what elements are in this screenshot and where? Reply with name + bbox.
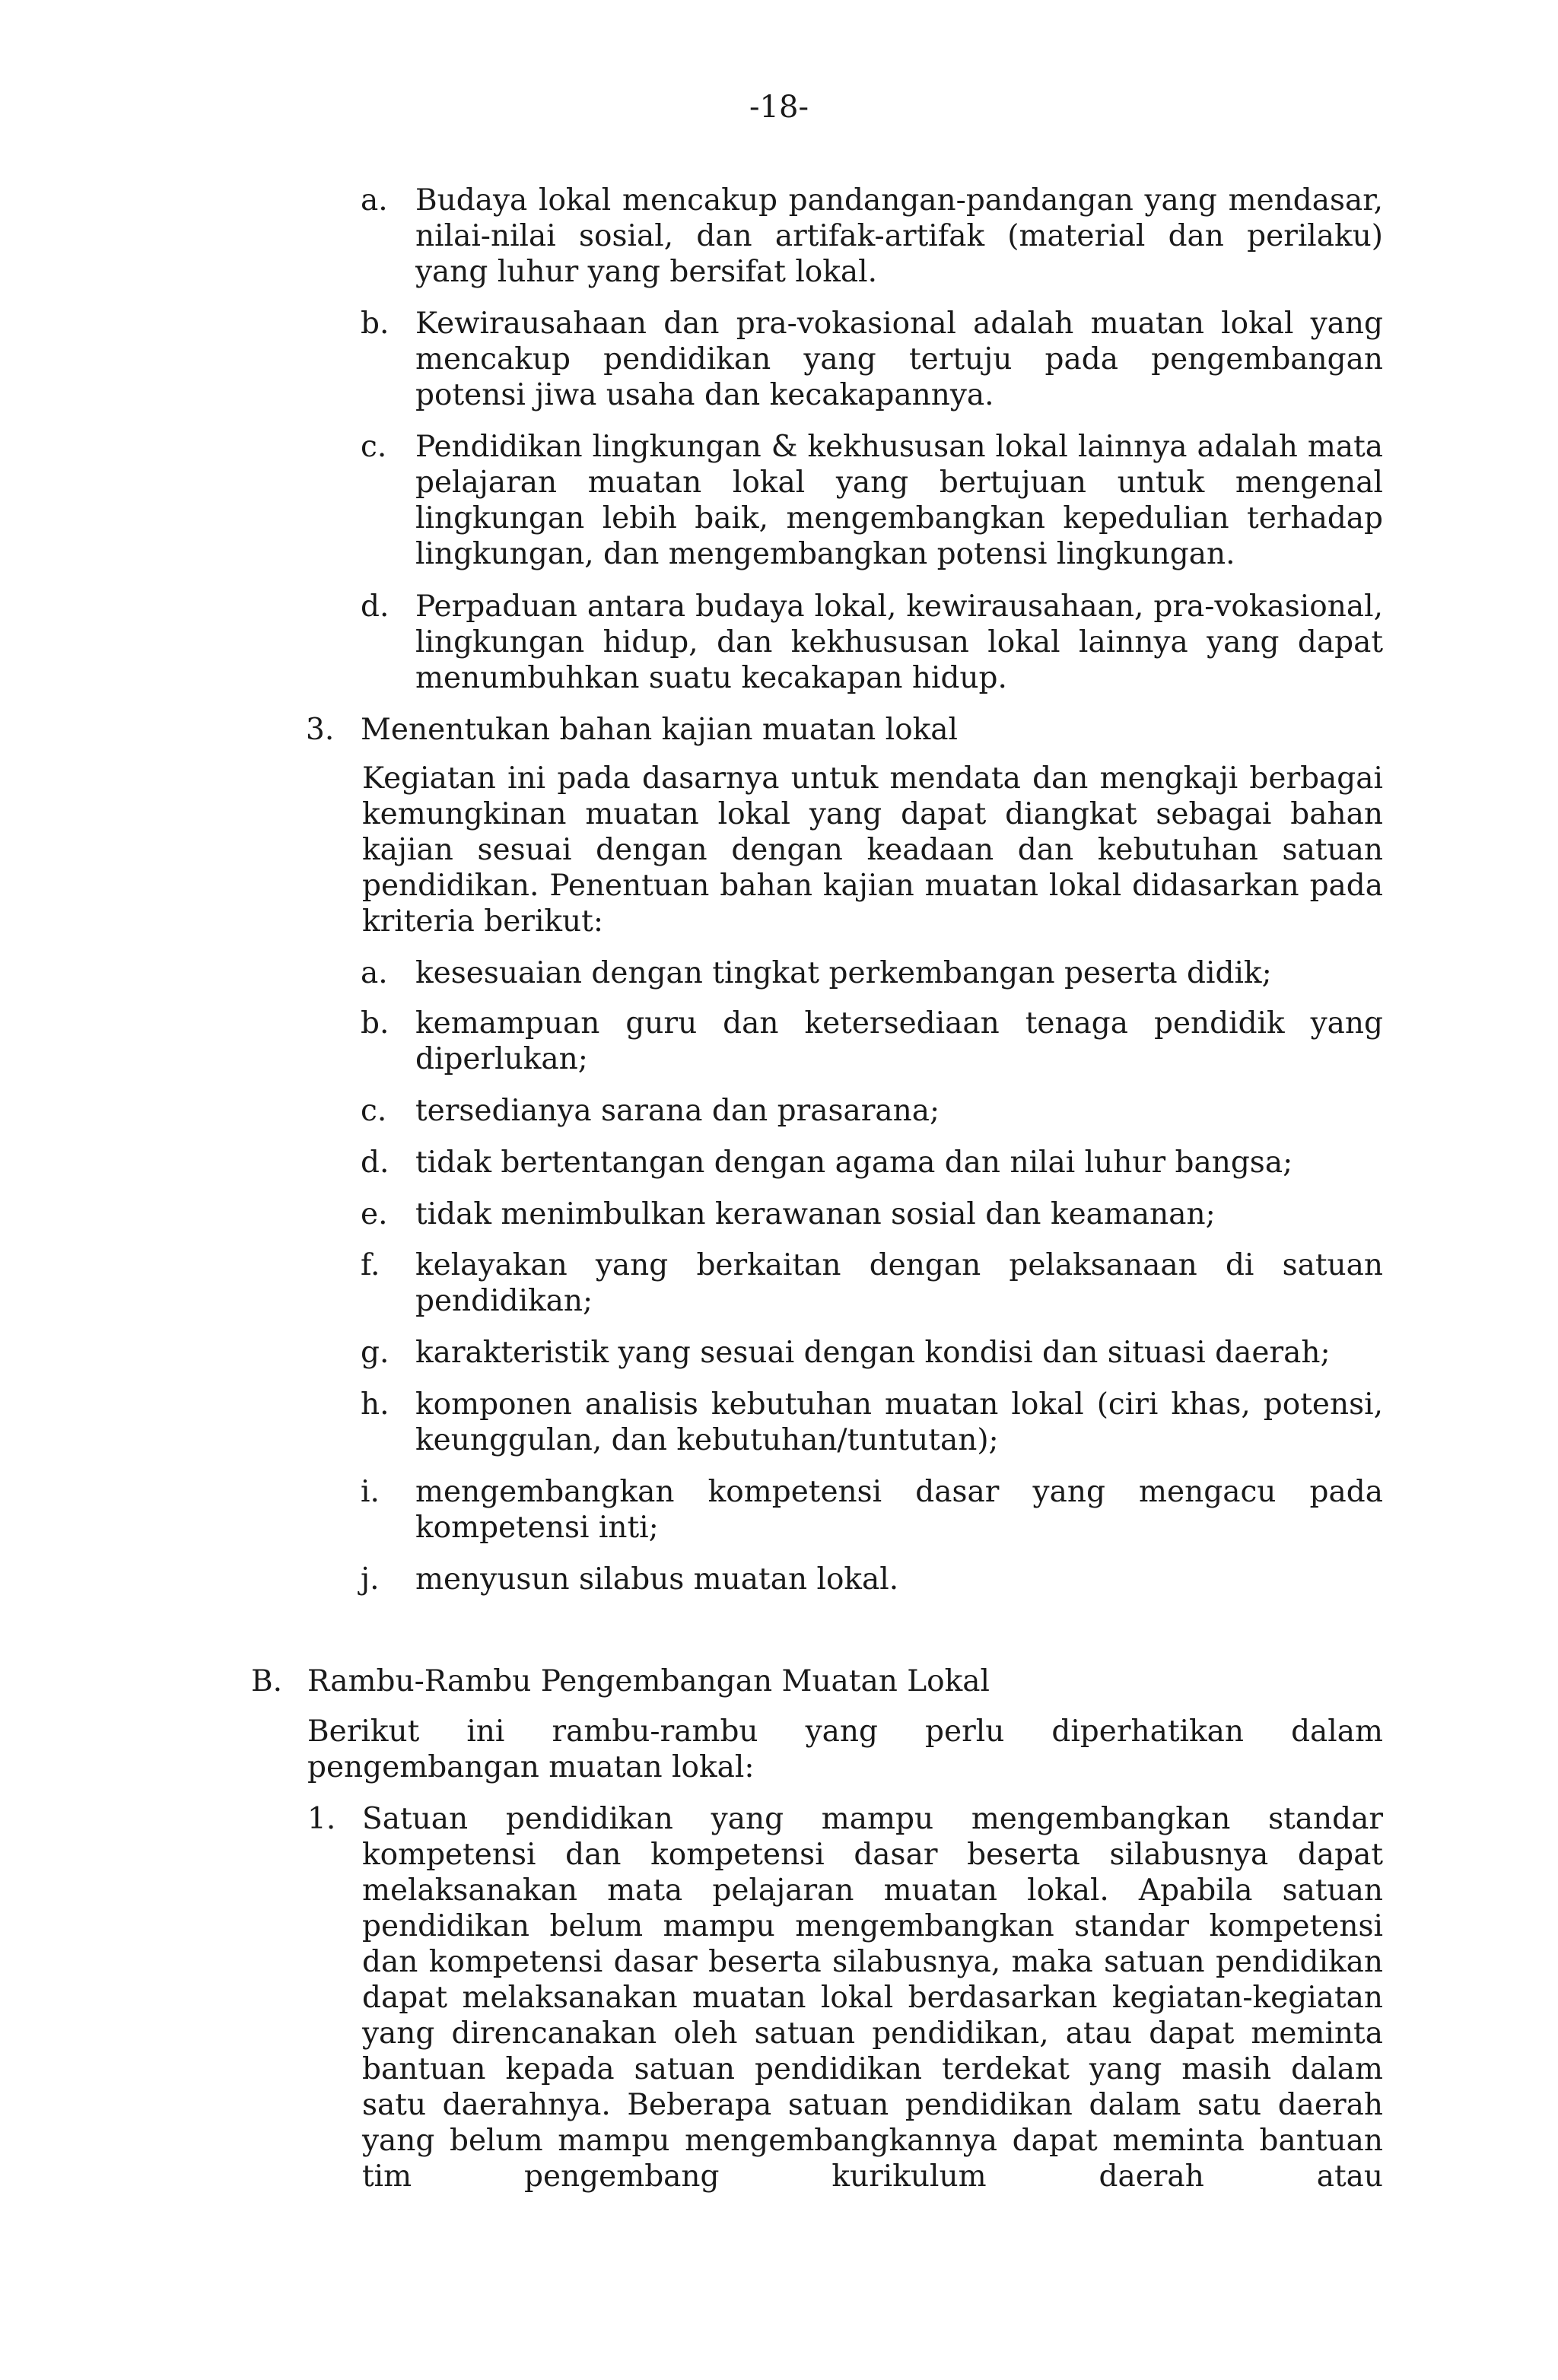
list-marker: j. (361, 1562, 380, 1597)
list-marker: c. (361, 430, 387, 464)
numbered-item-heading: Menentukan bahan kajian muatan lokal (361, 713, 958, 747)
criteria-text: komponen analisis kebutuhan muatan lokal (ciri khas, potensi, keunggulan, dan kebutuhan/tuntutan); (415, 1387, 1383, 1457)
section-b-item-1-text: Satuan pendidikan yang mampu mengembangkan standar kompetensi dan kompetensi dasar beserta silabusnya dapat melaksanakan mata pelajaran muatan lokal. Apabila satuan pendidikan belum mampu mengembangkan standar kompetensi dan kompetensi dasar beserta silabusnya, maka satuan pendidikan dapat melaksanakan muatan lokal berdasarkan kegiatan-kegiatan yang direncanakan oleh satuan pendidikan, atau dapat meminta bantuan kepada satuan pendidikan terdekat yang masih dalam satu daerahnya. Beberapa satuan pendidikan dalam satu daerah yang belum mampu mengembangkannya dapat meminta bantuan tim pengembang kurikulum daerah atau (362, 1802, 1383, 2194)
list-item-text: Pendidikan lingkungan & kekhususan lokal lainnya adalah mata pelajaran muatan lokal yang bertujuan untuk mengenal lingkungan lebih baik, mengembangkan kepedulian terhadap lingkungan, dan mengembangkan potensi lingkungan. (415, 430, 1383, 571)
numbered-marker: 3. (306, 713, 335, 747)
numbered-marker: 1. (307, 1802, 336, 1836)
list-marker: b. (361, 307, 390, 341)
list-marker: a. (361, 183, 388, 218)
list-item (361, 589, 1383, 703)
item3-paragraph: Kegiatan ini pada dasarnya untuk mendata dan mengkaji berbagai kemungkinan muatan lokal yang dapat diangkat sebagai bahan kajian sesuai dengan dengan keadaan dan kebutuhan satuan pendidikan. Penentuan bahan kajian muatan lokal didasarkan pada kriteria berikut: (362, 761, 1383, 939)
section-title: Rambu-Rambu Pengembangan Muatan Lokal (307, 1664, 990, 1698)
section-b-intro: Berikut ini rambu-rambu yang perlu diperhatikan dalam pengembangan muatan lokal: (307, 1714, 1383, 1784)
criteria-text: kelayakan yang berkaitan dengan pelaksanaan di satuan pendidikan; (415, 1248, 1383, 1318)
criteria-text: kesesuaian dengan tingkat perkembangan peserta didik; (415, 956, 1272, 990)
section-marker: B. (251, 1664, 283, 1698)
criteria-text: tersedianya sarana dan prasarana; (415, 1094, 940, 1128)
criteria-text: menyusun silabus muatan lokal. (415, 1562, 899, 1597)
list-item (361, 306, 1383, 420)
criteria-text: tidak menimbulkan kerawanan sosial dan keamanan; (415, 1197, 1216, 1231)
list-item (361, 183, 1383, 297)
list-marker: i. (361, 1475, 380, 1509)
list-item-text: Budaya lokal mencakup pandangan-pandangan yang mendasar, nilai-nilai sosial, dan artifak-artifak (material dan perilaku) yang luhur yang bersifat lokal. (415, 183, 1383, 289)
list-marker: c. (361, 1094, 387, 1128)
list-marker: g. (361, 1336, 390, 1370)
list-marker: b. (361, 1006, 390, 1041)
criteria-text: mengembangkan kompetensi dasar yang mengacu pada kompetensi inti; (415, 1475, 1383, 1545)
list-marker: d. (361, 589, 390, 624)
list-marker: d. (361, 1146, 390, 1180)
page-number: -18- (749, 90, 809, 125)
list-marker: h. (361, 1387, 390, 1422)
list-marker: e. (361, 1197, 388, 1231)
list-item (361, 429, 1383, 574)
criteria-text: tidak bertentangan dengan agama dan nilai luhur bangsa; (415, 1146, 1293, 1180)
criteria-text: kemampuan guru dan ketersediaan tenaga pendidik yang diperlukan; (415, 1006, 1383, 1076)
numbered-item-3 (306, 712, 1383, 750)
list-marker: a. (361, 956, 388, 990)
list-item-text: Kewirausahaan dan pra-vokasional adalah muatan lokal yang mencakup pendidikan yang tertuju pada pengembangan potensi jiwa usaha dan kecakapannya. (415, 307, 1383, 412)
criteria-text: karakteristik yang sesuai dengan kondisi dan situasi daerah; (415, 1336, 1331, 1370)
list-marker: f. (361, 1248, 380, 1282)
list-item-text: Perpaduan antara budaya lokal, kewirausahaan, pra-vokasional, lingkungan hidup, dan kekhususan lokal lainnya yang dapat menumbuhkan suatu kecakapan hidup. (415, 589, 1383, 695)
